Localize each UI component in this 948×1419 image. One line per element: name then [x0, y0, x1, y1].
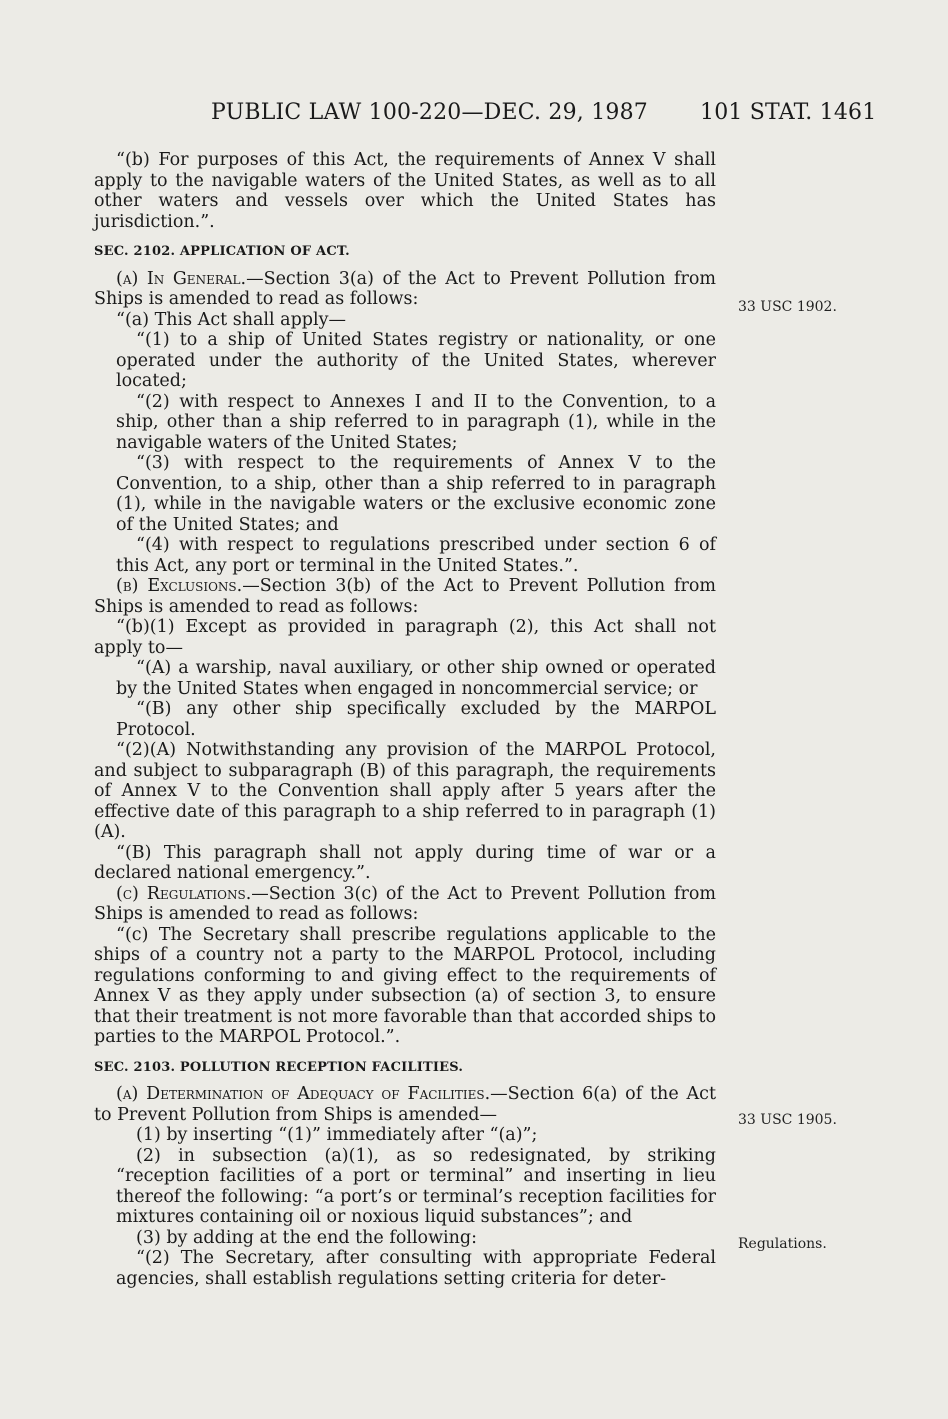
subsection-determination [94, 1084, 716, 1125]
header-stat-citation: 101 STAT. 1461 [700, 100, 877, 125]
subsection-a-text: —Section 3(a) of the Act to Prevent Pollution from Ships is amended to read as follows: [94, 268, 717, 309]
subsection-a-apply: “(a) This Act shall apply— [116, 309, 346, 330]
subsection-b-text: —Section 3(b) of the Act to Prevent Pollution from Ships is amended to read as follows: [94, 576, 716, 617]
margin-note-usc-1905: 33 USC 1905. [738, 1112, 837, 1128]
paragraph-d4: “(2) The Secretary, after consulting with appropriate Federal agencies, shall establish regulations setting criteria for deter- [116, 1248, 716, 1289]
subsection-determination-text: —Section 6(a) of the Act to Prevent Pollution from Ships is amended— [94, 1084, 716, 1125]
subsection-b-exclusions [94, 576, 716, 617]
paragraph-b1: “(b)(1) Except as provided in paragraph (2), this Act shall not apply to— [94, 617, 716, 658]
subsection-c-regulations [94, 884, 716, 925]
subsection-a-general [94, 269, 716, 310]
paragraph-a2: “(2) with respect to Annexes I and II to the Convention, to a ship, other than a ship referred to in paragraph (1), while in the navigable waters of the United States; [116, 391, 716, 453]
paragraph-annex-v-waters: “(b) For purposes of this Act, the requirements of Annex V shall apply to the navigable waters of the United States, as well as to all other waters and vessels over which the United States has jurisdiction.”. [94, 150, 716, 232]
subsection-a-heading: (a) In General. [116, 268, 247, 289]
subsection-c-text: —Section 3(c) of the Act to Prevent Pollution from Ships is amended to read as follows: [94, 883, 716, 924]
paragraph-d3: (3) by adding at the end the following: [136, 1227, 478, 1248]
document-body [94, 150, 716, 1289]
paragraph-bA: “(A) a warship, naval auxiliary, or other ship owned or operated by the United States when engaged in noncommercial service; or [116, 658, 716, 699]
paragraph-d2: (2) in subsection (a)(1), as so redesignated, by striking “reception facilities of a port or terminal” and inserting in lieu thereof the following: “a port’s or terminal’s reception facilities for mixtures containing oil or noxious liquid substances”; and [116, 1145, 716, 1227]
subsection-c-heading: (c) Regulations. [116, 883, 252, 904]
paragraph-a3: “(3) with respect to the requirements of Annex V to the Convention, to a ship, other than a ship referred to in paragraph (1), while in the navigable waters or the exclusive economic zone of the United States; and [116, 453, 716, 535]
paragraph-d1: (1) by inserting “(1)” immediately after “(a)”; [136, 1125, 538, 1145]
paragraph-b2B: “(B) This paragraph shall not apply during time of war or a declared national emergency.”. [94, 842, 716, 883]
paragraph-a1: “(1) to a ship of United States registry or nationality, or one operated under the authority of the United States, wherever located; [116, 330, 716, 391]
paragraph-bB: “(B) any other ship specifically excluded by the MARPOL Protocol. [116, 699, 716, 740]
section-heading-2102: SEC. 2102. APPLICATION OF ACT. [94, 244, 350, 259]
margin-note-usc-1902: 33 USC 1902. [738, 299, 837, 315]
paragraph-c-body: “(c) The Secretary shall prescribe regulations applicable to the ships of a country not a party to the MARPOL Protocol, including regulations conforming to and giving effect to the requirements of Annex V as they apply under subsection (a) of section 3, to ensure that their treatment is not more favorable than that accorded ships to parties to the MARPOL Protocol.”. [94, 924, 716, 1047]
subsection-b-heading: (b) Exclusions. [116, 576, 243, 596]
subsection-determination-heading: (a) Determination of Adequacy of Facilities. [116, 1084, 491, 1104]
section-heading-2103: SEC. 2103. POLLUTION RECEPTION FACILITIES. [94, 1059, 464, 1075]
header-title: PUBLIC LAW 100-220—DEC. 29, 1987 [211, 100, 648, 125]
margin-note-regulations: Regulations. [738, 1236, 827, 1252]
paragraph-a4: “(4) with respect to regulations prescribed under section 6 of this Act, any port or terminal in the United States.”. [116, 535, 716, 576]
paragraph-b2A: “(2)(A) Notwithstanding any provision of the MARPOL Protocol, and subject to subparagraph (B) of this paragraph, the requirements of Annex V to the Convention shall apply after 5 years after the effective date of this paragraph to a ship referred to in paragraph (1)(A). [94, 740, 716, 842]
